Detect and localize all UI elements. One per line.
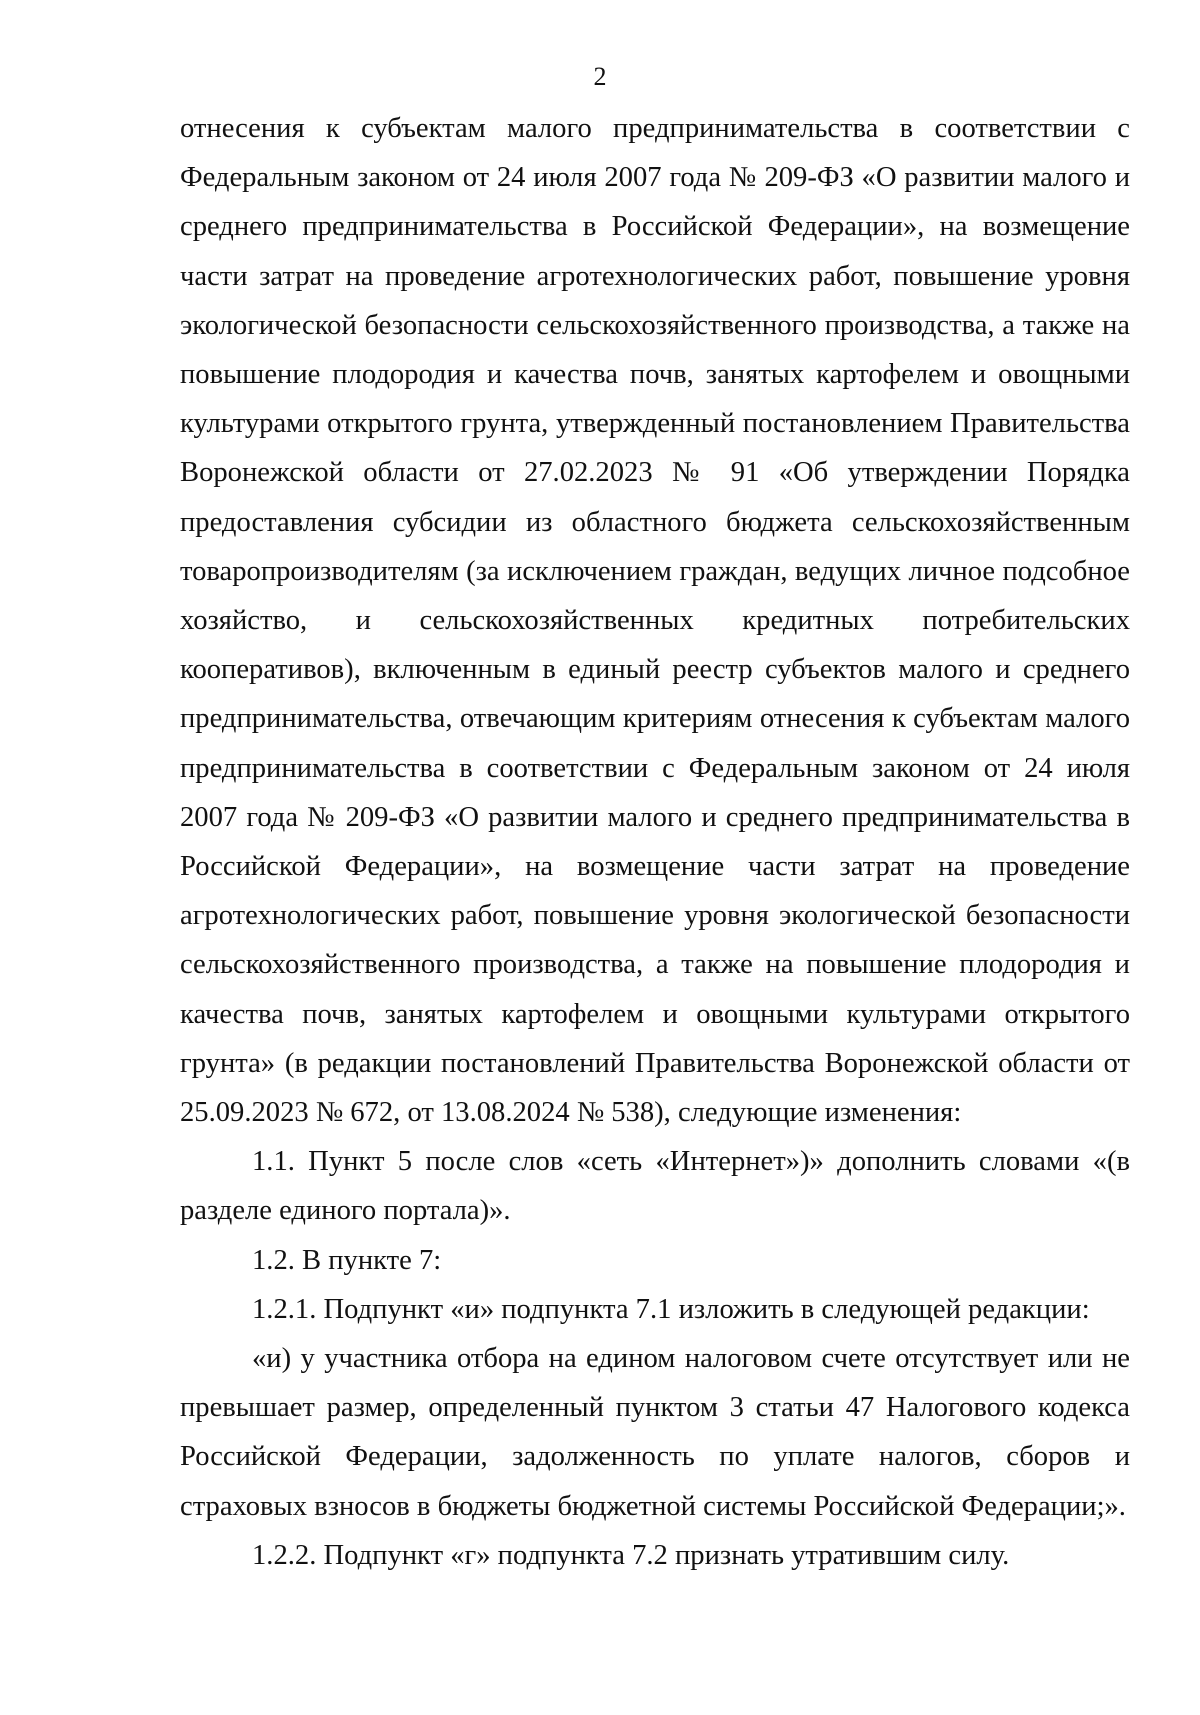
paragraph-1-2-1: 1.2.1. Подпункт «и» подпункта 7.1 изложить в следующей редакции: bbox=[252, 1293, 1090, 1325]
paragraph-subitem-i: «и) у участника отбора на едином налоговом счете отсутствует или не превышает размер, определенный пунктом 3 статьи 47 Налогового кодекса Российской Федерации, задолженность по уплате налогов, сборов и страховых взносов в бюджеты бюджетной системы Российской Федерации;». bbox=[180, 1343, 1130, 1522]
paragraph-1-2: 1.2. В пункте 7: bbox=[252, 1244, 442, 1276]
paragraph-1-2-2: 1.2.2. Подпункт «г» подпункта 7.2 признать утратившим силу. bbox=[252, 1539, 1010, 1571]
paragraph-continuation: отнесения к субъектам малого предпринимательства в соответствии с Федеральным законом от 24 июля 2007 года № 209-ФЗ «О развитии малого и среднего предпринимательства в Российской Федерации», на возмещение части затрат на проведение агротехнологических работ, повышение уровня экологической безопасности сельскохозяйственного производства, а также на повышение плодородия и качества почв, занятых картофелем и овощными культурами открытого грунта, утвержденный постановлением Правительства Воронежской области от 27.02.2023 № 91 «Об утверждении Порядка предоставления субсидии из областного бюджета сельскохозяйственным товаропроизводителям (за исключением граждан, ведущих личное подсобное хозяйство, и сельскохозяйственных кредитных потребительских кооперативов), включенным в единый реестр субъектов малого и среднего предпринимательства, отвечающим критериям отнесения к субъектам малого предпринимательства в соответствии с Федеральным законом от 24 июля 2007 года № 209-ФЗ «О развитии малого и среднего предпринимательства в Российской Федерации», на возмещение части затрат на проведение агротехнологических работ, повышение уровня экологической безопасности сельскохозяйственного производства, а также на повышение плодородия и качества почв, занятых картофелем и овощными культурами открытого грунта» (в редакции постановлений Правительства Воронежской области от 25.09.2023 № 672, от 13.08.2024 № 538), следующие изменения: bbox=[180, 113, 1130, 1129]
document-body bbox=[180, 104, 1130, 1580]
paragraph-1-1: 1.1. Пункт 5 после слов «сеть «Интернет»)» дополнить словами «(в разделе единого портала)». bbox=[180, 1146, 1130, 1227]
page-number: 2 bbox=[593, 62, 607, 91]
